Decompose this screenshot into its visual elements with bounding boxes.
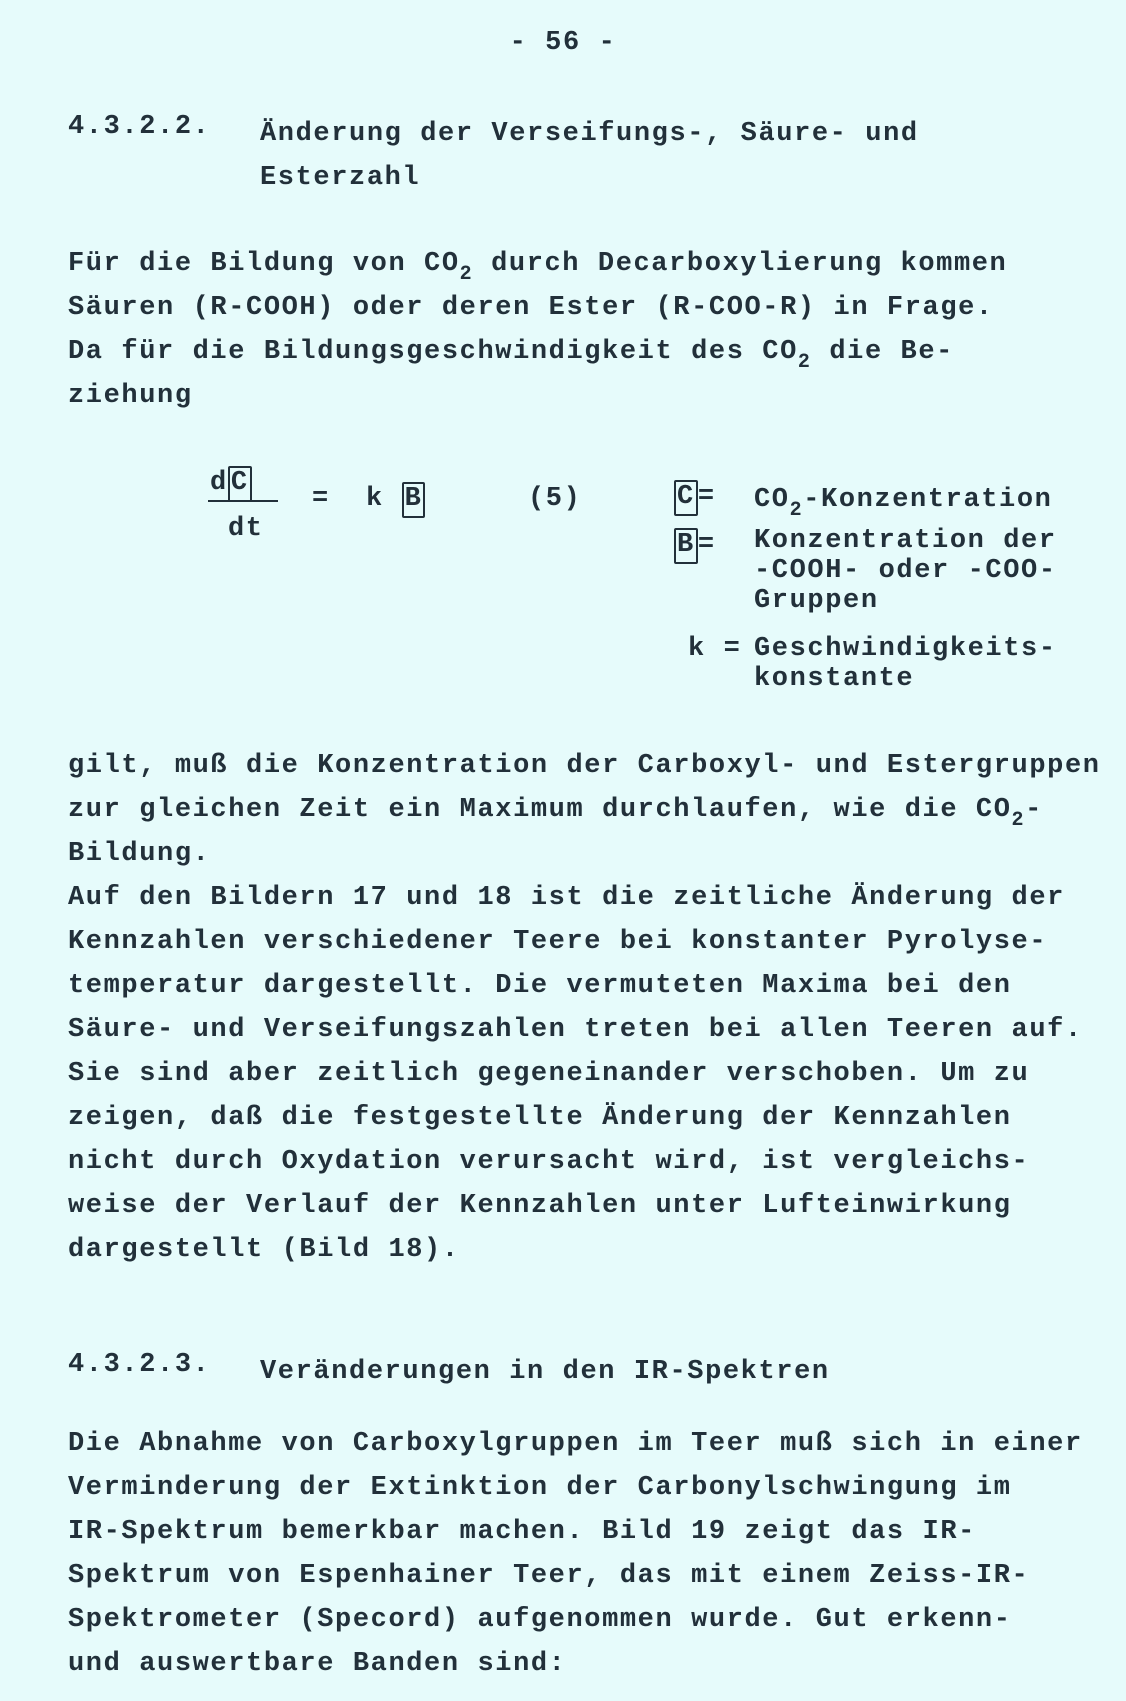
text-line <box>68 242 1108 286</box>
text-line: dargestellt (Bild 18). <box>68 1235 460 1265</box>
fraction-bar <box>208 500 278 502</box>
text-span: -Konzentration <box>803 485 1053 515</box>
text-line: konstante <box>754 664 915 694</box>
text-span: Für die Bildung von CO <box>68 249 460 279</box>
text-line: Konzentration der <box>754 526 1057 556</box>
text-line: Spektrometer (Specord) aufgenommen wurde. Gut erkenn- <box>68 1605 1012 1635</box>
page-number: - 56 - <box>509 28 617 58</box>
text-line: Gruppen <box>754 586 879 616</box>
legend-c <box>674 480 716 516</box>
section-number: 4.3.2.2. <box>68 112 211 142</box>
section-title: Veränderungen in den IR-Spektren <box>260 1357 830 1387</box>
text-line: -COOH- oder -COO- <box>754 556 1057 586</box>
text-span: k <box>688 634 706 664</box>
text-span: = <box>697 530 716 560</box>
text-span: die Be- <box>811 337 954 367</box>
section-title <box>260 112 919 200</box>
concentration-bracket: B <box>674 528 698 564</box>
text-line: Sie sind aber zeitlich gegeneinander verschoben. Um zu <box>68 1059 1030 1089</box>
text-line <box>68 330 1108 374</box>
subscript: 2 <box>797 351 812 374</box>
text-line: Spektrum von Espenhainer Teer, das mit einem Zeiss-IR- <box>68 1561 1030 1591</box>
section-number: 4.3.2.3. <box>68 1350 211 1380</box>
text-line: weise der Verlauf der Kennzahlen unter Lufteinwirkung <box>68 1191 1012 1221</box>
text-line: Verminderung der Extinktion der Carbonylschwingung im <box>68 1473 1012 1503</box>
subscript: 2 <box>789 499 804 522</box>
paragraph <box>68 242 1108 418</box>
text-line: Auf den Bildern 17 und 18 ist die zeitliche Änderung der <box>68 883 1065 913</box>
text-span: zur gleichen Zeit ein Maximum durchlaufen, wie die CO <box>68 795 1012 825</box>
text-line: nicht durch Oxydation verursacht wird, ist vergleichs- <box>68 1147 1030 1177</box>
legend-c-text <box>754 480 1052 520</box>
paragraph <box>68 744 1108 1272</box>
text-line: Säure- und Verseifungszahlen treten bei allen Teeren auf. <box>68 1015 1083 1045</box>
text-span: k <box>366 484 384 514</box>
text-line: Kennzahlen verschiedener Teere bei konstanter Pyrolyse- <box>68 927 1048 957</box>
text-span: Da für die Bildungsgeschwindigkeit des CO <box>68 337 798 367</box>
text-line: zeigen, daß die festgestellte Änderung der Kennzahlen <box>68 1103 1012 1133</box>
section-title-line: Änderung der Verseifungs-, Säure- und <box>260 119 919 149</box>
text-span: = <box>697 482 716 512</box>
text-line: Säuren (R-COOH) oder deren Ester (R-COO-R) in Frage. <box>68 293 994 323</box>
text-span: = <box>723 634 742 664</box>
text-line: Bildung. <box>68 839 211 869</box>
equation-equals: = <box>312 484 330 514</box>
text-span: durch Decarboxylierung kommen <box>473 249 1008 279</box>
text-line: Geschwindigkeits- <box>754 634 1057 664</box>
equation-number: (5) <box>528 484 582 514</box>
text-span: CO <box>754 485 790 515</box>
legend-k-text <box>754 634 1057 694</box>
legend-b <box>674 528 716 564</box>
equation-denominator: dt <box>228 514 264 544</box>
section-title-line: Esterzahl <box>260 163 421 193</box>
concentration-bracket: C <box>228 466 252 502</box>
text-line: Die Abnahme von Carboxylgruppen im Teer muß sich in einer <box>68 1429 1083 1459</box>
text-line: temperatur dargestellt. Die vermuteten Maxima bei den <box>68 971 1012 1001</box>
text-line <box>68 788 1108 832</box>
paragraph <box>68 1422 1108 1686</box>
concentration-bracket: B <box>402 482 426 518</box>
text-span: d <box>210 468 228 498</box>
equation-numerator <box>210 466 252 502</box>
text-line: IR-Spektrum bemerkbar machen. Bild 19 zeigt das IR- <box>68 1517 976 1547</box>
legend-b-text <box>754 526 1057 616</box>
equation-rhs <box>366 482 425 518</box>
concentration-bracket: C <box>674 480 698 516</box>
legend-k <box>688 634 741 664</box>
text-span: - <box>1025 795 1043 825</box>
subscript: 2 <box>459 263 474 286</box>
text-line: und auswertbare Banden sind: <box>68 1649 567 1679</box>
subscript: 2 <box>1011 809 1026 832</box>
text-line: gilt, muß die Konzentration der Carboxyl- und Estergruppen <box>68 751 1101 781</box>
text-line: ziehung <box>68 381 193 411</box>
